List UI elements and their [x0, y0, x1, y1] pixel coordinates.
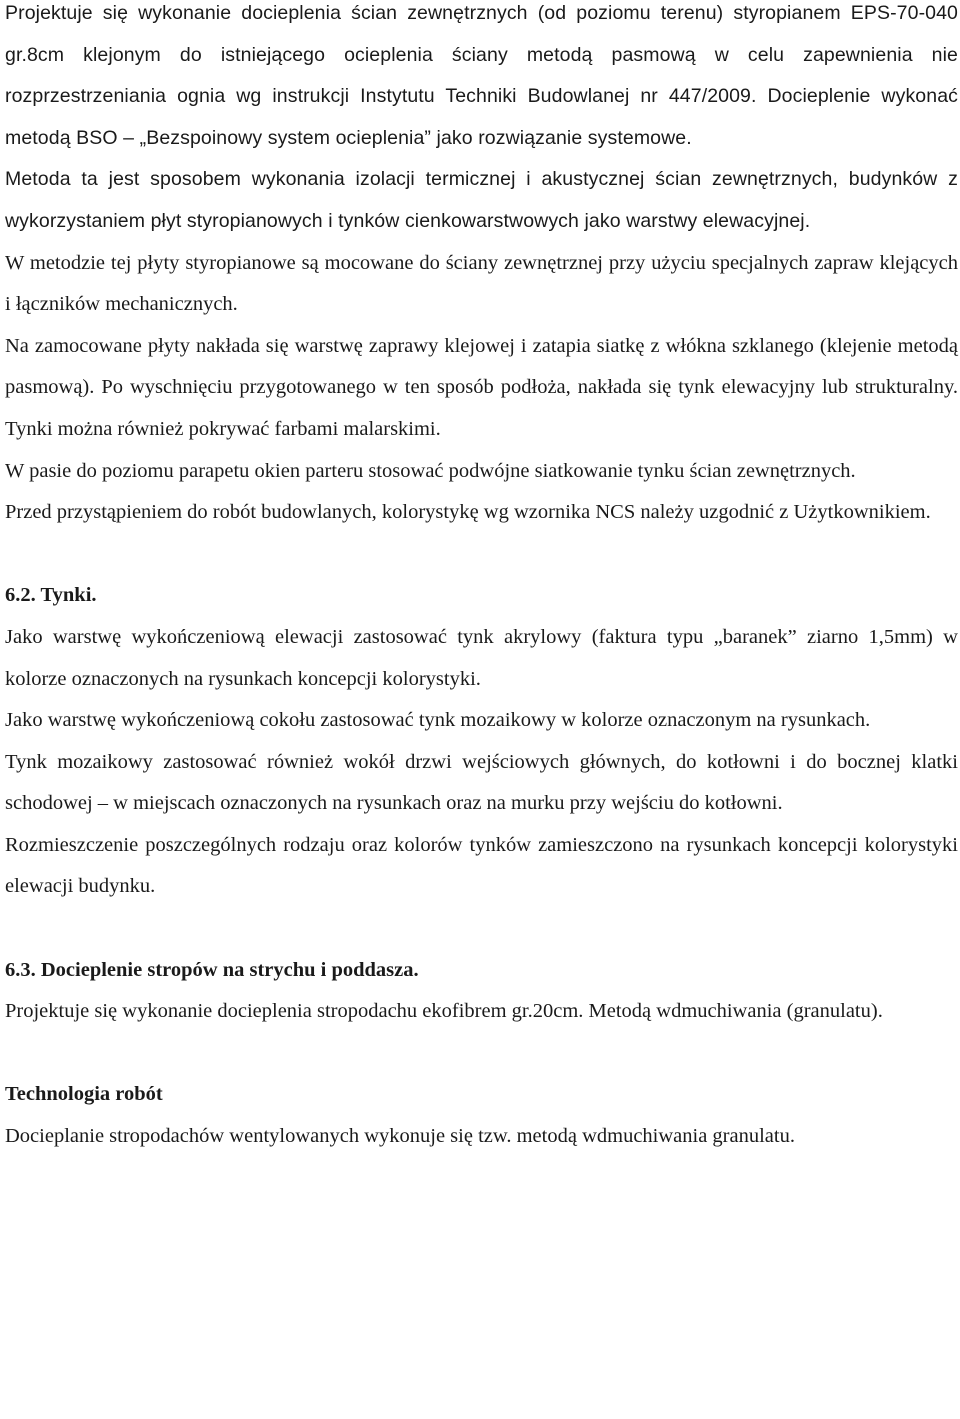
paragraph-facade-insulation: Projektuje się wykonanie docieplenia ścian zewnętrznych (od poziomu terenu) styropianem EPS-70-040 gr.8cm klejonym do istniejącego ocieplenia ściany metodą pasmową w celu zapewnienia nie rozprzestrzeniania ognia wg instrukcji Instytutu Techniki Budowlanej nr 447/2009. Docieplenie wykonać metodą BSO – „Bezspoinowy system ocieplenia” jako rozwiązanie systemowe.	[5, 2, 958, 149]
spacer	[5, 1033, 958, 1075]
section-heading-technology: Technologia robót	[5, 1083, 163, 1106]
paragraph-mounting: W metodzie tej płyty styropianowe są mocowane do ściany zewnętrznej przy użyciu specjalnych zapraw klejących i łączników mechanicznych.	[5, 251, 958, 316]
paragraph-color-approval: Przed przystąpieniem do robót budowlanych, kolorystykę wg wzornika NCS należy uzgodnić z Użytkownikiem.	[5, 501, 931, 524]
spacer	[5, 534, 958, 576]
paragraph-blowing-method: Docieplanie stropodachów wentylowanych wykonuje się tzw. metodą wdmuchiwania granulatu.	[5, 1125, 795, 1148]
paragraph-mesh-and-render: Na zamocowane płyty nakłada się warstwę zaprawy klejowej i zatapia siatkę z włókna szklanego (klejenie metodą pasmową). Po wyschnięciu przygotowanego w ten sposób podłoża, nakłada się tynk elewacyjny lub strukturalny. Tynki można również pokrywać farbami malarskimi.	[5, 334, 958, 440]
paragraph-double-mesh: W pasie do poziomu parapetu okien parteru stosować podwójne siatkowanie tynku ścian zewnętrznych.	[5, 459, 856, 482]
paragraph-method-description: Metoda ta jest sposobem wykonania izolacji termicznej i akustycznej ścian zewnętrznych, budynków z wykorzystaniem płyt styropianowych i tynków cienkowarstwowych jako warstwy elewacyjnej.	[5, 168, 958, 232]
paragraph-ecofiber: Projektuje się wykonanie docieplenia stropodachu ekofibrem gr.20cm. Metodą wdmuchiwania (granulatu).	[5, 1000, 883, 1023]
document-page	[5, 0, 958, 1158]
paragraph-mosaic-plaster: Tynk mozaikowy zastosować również wokół drzwi wejściowych głównych, do kotłowni i do bocznej klatki schodowej – w miejscach oznaczonych na rysunkach oraz na murku przy wejściu do kotłowni.	[5, 750, 958, 815]
paragraph-acrylic-plaster: Jako warstwę wykończeniową elewacji zastosować tynk akrylowy (faktura typu „baranek” ziarno 1,5mm) w kolorze oznaczonych na rysunkach koncepcji kolorystyki.	[5, 625, 958, 690]
section-heading-attic-insulation: 6.3. Docieplenie stropów na strychu i poddasza.	[5, 958, 419, 981]
spacer	[5, 908, 958, 950]
paragraph-plaster-layout: Rozmieszczenie poszczególnych rodzaju oraz kolorów tynków zamieszczono na rysunkach koncepcji kolorystyki elewacji budynku.	[5, 833, 958, 898]
paragraph-plinth-plaster: Jako warstwę wykończeniową cokołu zastosować tynk mozaikowy w kolorze oznaczonym na rysunkach.	[5, 709, 871, 732]
section-heading-plasters: 6.2. Tynki.	[5, 584, 97, 607]
